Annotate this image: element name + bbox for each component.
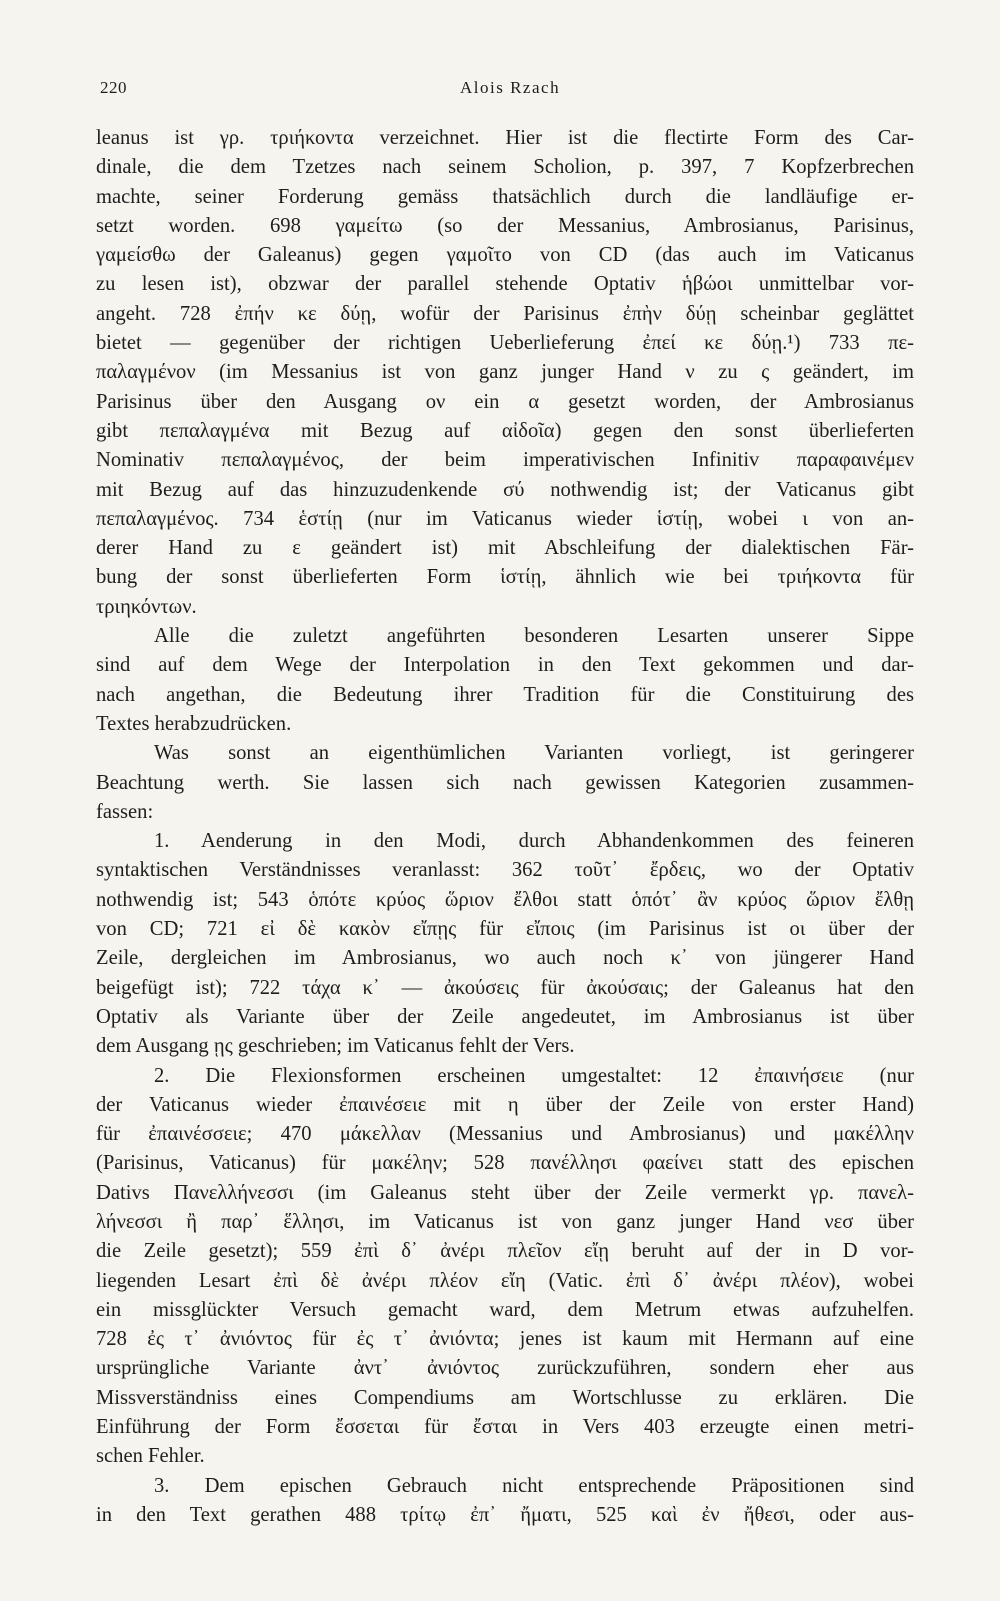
text-line: γαμείσθω der Galeanus) gegen γαμοῖτο von CD (das auch im Vaticanus <box>96 244 914 267</box>
text-line: Missverständniss eines Compendiums am Wortschlusse zu erklären. Die <box>96 1386 914 1409</box>
text-line: fassen: <box>96 800 154 823</box>
text-line: für ἐπαινέσσειε; 470 μάκελλαν (Messanius und Ambrosianus) und μακέλλην <box>96 1123 914 1146</box>
text-line: setzt worden. 698 γαμείτω (so der Messanius, Ambrosianus, Parisinus, <box>96 214 914 237</box>
text-line: Optativ als Variante über der Zeile angedeutet, im Ambrosianus ist über <box>96 1005 914 1028</box>
text-line: gibt πεπαλαγμένα mit Bezug auf αἰδοῖα) gegen den sonst überlieferten <box>96 419 914 442</box>
body-text <box>96 124 914 1530</box>
text-line: dem Ausgang ῃς geschrieben; im Vaticanus fehlt der Vers. <box>96 1035 575 1058</box>
text-line: nothwendig ist; 543 ὁπότε κρύος ὥριον ἔλθοι statt ὁπότ᾽ ἂν κρύος ὥριον ἔλθῃ <box>96 888 914 911</box>
text-line: derer Hand zu ε geändert ist) mit Abschleifung der dialektischen Fär- <box>96 537 914 560</box>
text-line: ein missglückter Versuch gemacht ward, dem Metrum etwas aufzuhelfen. <box>96 1298 914 1321</box>
text-line: ursprüngliche Variante ἀντ᾽ ἀνιόντος zurückzuführen, sondern eher aus <box>96 1357 914 1380</box>
text-line: machte, seiner Forderung gemäss thatsächlich durch die landläufige er- <box>96 185 914 208</box>
text-line: syntaktischen Verständnisses veranlasst: 362 τοῦτ᾽ ἔρδεις, wo der Optativ <box>96 859 914 882</box>
text-line: 728 ἐς τ᾽ ἀνιόντος für ἐς τ᾽ ἀνιόντα; jenes ist kaum mit Hermann auf eine <box>96 1328 914 1351</box>
text-line: bung der sonst überlieferten Form ἱστίῃ, ähnlich wie bei τριήκοντα für <box>96 566 914 589</box>
text-line: sind auf dem Wege der Interpolation in den Text gekommen und dar- <box>96 654 914 677</box>
text-line: bietet — gegenüber der richtigen Ueberlieferung ἐπεί κε δύῃ.¹) 733 πε- <box>96 332 914 355</box>
text-line: angeht. 728 ἐπήν κε δύῃ, wofür der Parisinus ἐπὴν δύῃ scheinbar geglättet <box>96 302 914 325</box>
text-line: der Vaticanus wieder ἐπαινέσειε mit η über der Zeile von erster Hand) <box>96 1093 914 1116</box>
text-line: τριηκόντων. <box>96 595 197 618</box>
text-line: die Zeile gesetzt); 559 ἐπὶ δ᾽ ἀνέρι πλεῖον εἴῃ beruht auf der in D vor- <box>96 1240 914 1263</box>
page-header <box>100 78 920 104</box>
text-line: Beachtung werth. Sie lassen sich nach gewissen Kategorien zusammen- <box>96 771 914 794</box>
text-line: Zeile, dergleichen im Ambrosianus, wo auch noch κ᾽ von jüngerer Hand <box>96 947 914 970</box>
text-line: zu lesen ist), obzwar der parallel stehende Optativ ἡβώοι unmittelbar vor- <box>96 273 914 296</box>
text-line: liegenden Lesart ἐπὶ δὲ ἀνέρι πλέον εἴη (Vatic. ἐπὶ δ᾽ ἀνέρι πλέον), wobei <box>96 1269 914 1292</box>
text-line: dinale, die dem Tzetzes nach seinem Scholion, p. 397, 7 Kopfzerbrechen <box>96 156 914 179</box>
text-line: mit Bezug auf das hinzuzudenkende σύ nothwendig ist; der Vaticanus gibt <box>96 478 914 501</box>
text-line: πεπαλαγμένος. 734 ἑστίῃ (nur im Vaticanus wieder ἱστίῃ, wobei ι von an- <box>96 507 914 530</box>
running-title: Alois Rzach <box>460 78 561 97</box>
paragraph-start-line: Was sonst an eigenthümlichen Varianten vorliegt, ist geringerer <box>154 742 914 765</box>
text-line: leanus ist γρ. τριήκοντα verzeichnet. Hier ist die flectirte Form des Car- <box>96 127 914 149</box>
text-line: Dativs Πανελλήνεσσι (im Galeanus steht über der Zeile vermerkt γρ. πανελ- <box>96 1181 914 1204</box>
text-line: παλαγμένον (im Messanius ist von ganz junger Hand ν zu ς geändert, im <box>96 361 914 384</box>
text-line: λήνεσσι ἢ παρ᾽ ἕλλησι, im Vaticanus ist von ganz junger Hand νεσ über <box>96 1210 914 1233</box>
text-line: (Parisinus, Vaticanus) für μακέλην; 528 πανέλλησι φαείνει statt des epischen <box>96 1152 914 1175</box>
page-number: 220 <box>100 78 127 97</box>
text-line: beigefügt ist); 722 τάχα κ᾽ — ἀκούσεις für ἀκούσαις; der Galeanus hat den <box>96 976 914 999</box>
text-line: Parisinus über den Ausgang ον ein α gesetzt worden, der Ambrosianus <box>96 390 914 413</box>
paragraph-start-line: Alle die zuletzt angeführten besonderen Lesarten unserer Sippe <box>154 625 914 648</box>
text-line: Nominativ πεπαλαγμένος, der beim imperativischen Infinitiv παραφαινέμεν <box>96 449 914 472</box>
text-line: in den Text gerathen 488 τρίτῳ ἐπ᾽ ἤματι, 525 καὶ ἐν ἤθεσι, oder aus- <box>96 1503 914 1526</box>
text-line: Einführung der Form ἔσσεται für ἔσται in Vers 403 erzeugte einen metri- <box>96 1416 914 1439</box>
text-line: Textes herabzudrücken. <box>96 712 292 735</box>
text-line: nach angethan, die Bedeutung ihrer Tradition für die Constituirung des <box>96 683 914 706</box>
paragraph-start-line: 2. Die Flexionsformen erscheinen umgestaltet: 12 ἐπαινήσειε (nur <box>154 1064 914 1087</box>
text-line: schen Fehler. <box>96 1445 205 1468</box>
paragraph-start-line: 1. Aenderung in den Modi, durch Abhandenkommen des feineren <box>154 830 914 853</box>
paragraph-start-line: 3. Dem epischen Gebrauch nicht entsprechende Präpositionen sind <box>154 1474 914 1497</box>
text-line: von CD; 721 εἰ δὲ κακὸν εἴπῃς für εἴποις (im Parisinus ist οι über der <box>96 918 914 941</box>
